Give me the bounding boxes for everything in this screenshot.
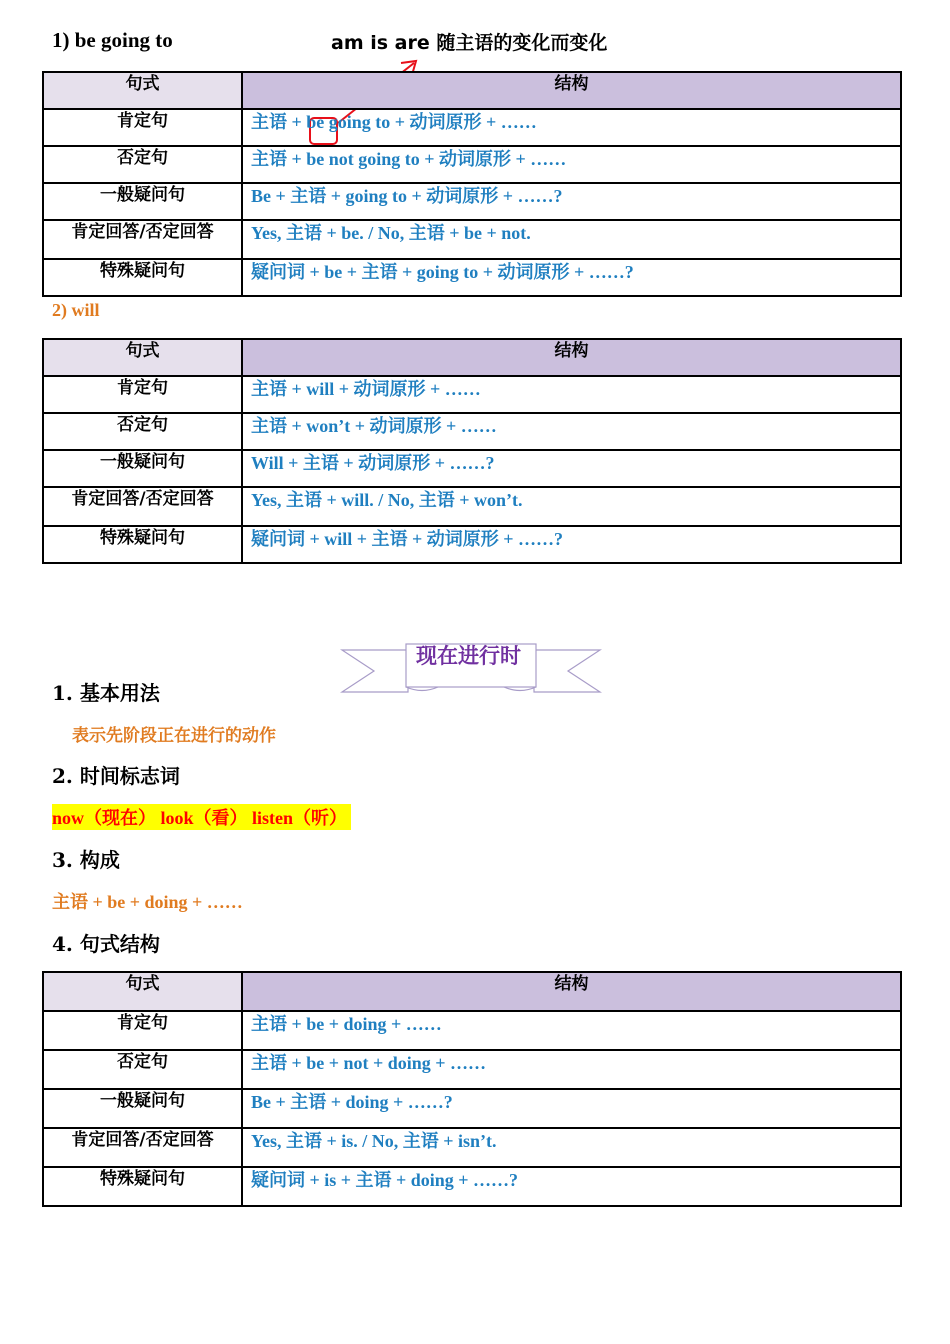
row-structure: 疑问词 + will + 主语 + 动词原形 + ……? <box>242 526 901 563</box>
composition-heading: 3. 构成 <box>52 848 120 872</box>
section4-heading: 4. 句式结构 <box>52 932 160 956</box>
row-type: 肯定回答/否定回答 <box>43 487 242 526</box>
header-type: 句式 <box>43 972 242 1011</box>
row-type: 肯定句 <box>43 109 242 146</box>
row-type: 一般疑问句 <box>43 1089 242 1128</box>
row-structure: 主语 + will + 动词原形 + …… <box>242 376 901 413</box>
table-row <box>43 146 901 183</box>
row-type: 肯定句 <box>43 376 242 413</box>
row-structure: 疑问词 + is + 主语 + doing + ……? <box>242 1167 901 1206</box>
section1-title: 1) be going to <box>52 28 173 52</box>
row-structure: Be + 主语 + doing + ……? <box>242 1089 901 1128</box>
table-row <box>43 1167 901 1206</box>
row-structure: 主语 + be going to + 动词原形 + …… <box>242 109 901 146</box>
table-row <box>43 1089 901 1128</box>
row-structure: 主语 + be + doing + …… <box>242 1011 901 1050</box>
section1-note: am is are 随主语的变化而变化 <box>331 32 608 54</box>
table-row <box>43 1050 901 1089</box>
row-structure: 疑问词 + be + 主语 + going to + 动词原形 + ……? <box>242 259 901 296</box>
header-structure: 结构 <box>242 339 901 376</box>
table-row <box>43 450 901 487</box>
table-row <box>43 220 901 259</box>
row-type: 否定句 <box>43 146 242 183</box>
row-type: 肯定回答/否定回答 <box>43 220 242 259</box>
usage-text: 表示先阶段正在进行的动作 <box>72 726 276 746</box>
section2-title: 2) will <box>52 300 100 320</box>
table-row <box>43 1128 901 1167</box>
header-type: 句式 <box>43 339 242 376</box>
row-type: 否定句 <box>43 1050 242 1089</box>
row-structure: 主语 + be not going to + 动词原形 + …… <box>242 146 901 183</box>
banner-title: 现在进行时 <box>416 644 521 668</box>
usage-heading: 1. 基本用法 <box>52 681 160 705</box>
table-row <box>43 487 901 526</box>
row-structure: Be + 主语 + going to + 动词原形 + ……? <box>242 183 901 220</box>
table-row <box>43 413 901 450</box>
header-structure: 结构 <box>242 72 901 109</box>
row-structure: 主语 + be + not + doing + …… <box>242 1050 901 1089</box>
row-type: 特殊疑问句 <box>43 259 242 296</box>
row-type: 肯定句 <box>43 1011 242 1050</box>
row-type: 一般疑问句 <box>43 450 242 487</box>
row-structure: Yes, 主语 + will. / No, 主语 + won’t. <box>242 487 901 526</box>
time-words-heading: 2. 时间标志词 <box>52 764 180 788</box>
header-type: 句式 <box>43 72 242 109</box>
row-structure: Yes, 主语 + be. / No, 主语 + be + not. <box>242 220 901 259</box>
row-structure: 主语 + won’t + 动词原形 + …… <box>242 413 901 450</box>
composition-text: 主语 + be + doing + …… <box>52 892 243 912</box>
time-words-text: now（现在） look（看） listen（听） <box>52 804 351 830</box>
row-type: 肯定回答/否定回答 <box>43 1128 242 1167</box>
table-row <box>43 183 901 220</box>
header-structure: 结构 <box>242 972 901 1011</box>
table-row <box>43 1011 901 1050</box>
row-type: 否定句 <box>43 413 242 450</box>
row-structure: Will + 主语 + 动词原形 + ……? <box>242 450 901 487</box>
row-type: 特殊疑问句 <box>43 1167 242 1206</box>
table-row <box>43 376 901 413</box>
row-structure: Yes, 主语 + is. / No, 主语 + isn’t. <box>242 1128 901 1167</box>
row-type: 一般疑问句 <box>43 183 242 220</box>
row-type: 特殊疑问句 <box>43 526 242 563</box>
table-row <box>43 259 901 296</box>
present-progressive-table <box>42 971 902 1207</box>
will-table <box>42 338 902 564</box>
be-going-to-table <box>42 71 902 297</box>
table-row <box>43 526 901 563</box>
table-row <box>43 109 901 146</box>
